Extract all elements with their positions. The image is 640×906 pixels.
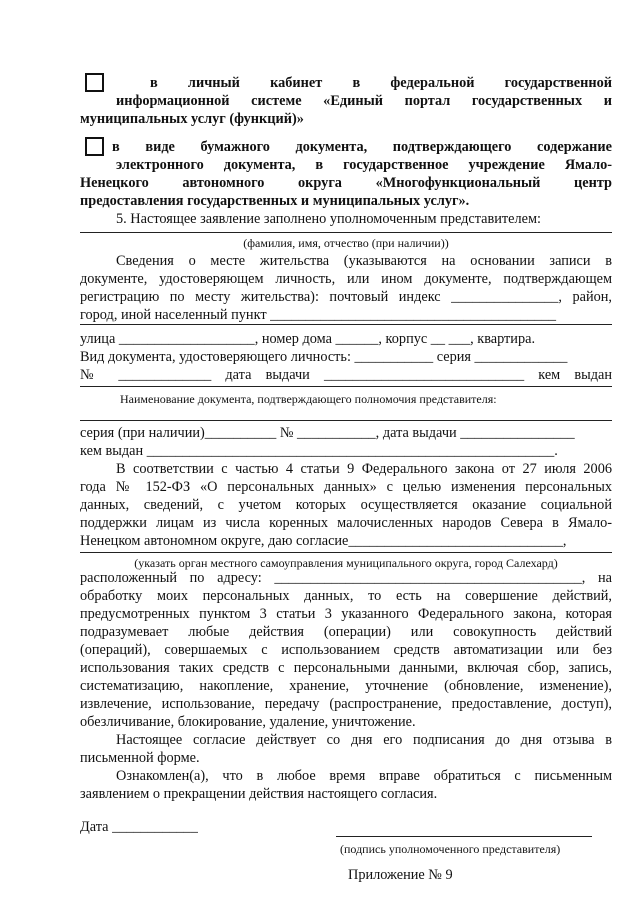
option2-line-1: в виде бумажного документа, подтверждающего содержание <box>112 139 612 155</box>
checkbox-paper-document[interactable] <box>85 137 104 156</box>
id-number-line: № _____________ дата выдачи ____________________________ кем выдан <box>80 367 612 383</box>
acknowledged-line-1: Ознакомлен(а), что в любое время вправе обратиться с письменным <box>116 768 612 784</box>
id-document-line: Вид документа, удостоверяющего личность: ___________ серия _____________ <box>80 349 568 365</box>
validity-line-2: письменной форме. <box>80 750 200 766</box>
date-label: Дата ____________ <box>80 819 198 835</box>
option1-line-3: муниципальных услуг (функций)» <box>80 111 304 127</box>
processing-line-3: предусмотренных пунктом 3 статьи 3 указанного Федерального закона, которая <box>80 606 612 622</box>
option2-line-3: Ненецкого автономного округа «Многофункциональный центр <box>80 175 612 191</box>
processing-line-9: обезличивание, блокирование, удаление, уничтожение. <box>80 714 416 730</box>
option1-line-1: в личный кабинет в федеральной государственной <box>150 75 612 91</box>
org-blank-line[interactable] <box>80 552 612 553</box>
appendix-label: Приложение № 9 <box>348 867 453 883</box>
processing-line-6: использования таких средств с персональными данными, включая сбор, запись, <box>80 660 612 676</box>
option1-line-2: информационной системе «Единый портал государственных и <box>116 93 612 109</box>
processing-line-1: расположенный по адресу: ___________________________________________, на <box>80 570 612 586</box>
residence-line-2: документе, удостоверяющем личность, или ином документе, подтверждающем <box>80 271 612 287</box>
authority-issued-line: кем выдан _________________________________________________________. <box>80 443 558 459</box>
caption-authority-document: Наименование документа, подтверждающего полномочия представителя: <box>120 392 497 406</box>
consent-line-1: В соответствии с частью 4 статьи 9 Федерального закона от 27 июля 2006 <box>116 461 612 477</box>
processing-line-4: подразумевает любые действия (операции) или совокупность действий <box>80 624 612 640</box>
authority-series-line: серия (при наличии)__________ № ___________, дата выдачи ________________ <box>80 425 575 441</box>
consent-line-2: года № 152-ФЗ «О персональных данных» с целью изменения персональных <box>80 479 612 495</box>
issued-by-blank-line[interactable] <box>80 386 612 387</box>
option2-line-2: электронного документа, в государственное учреждение Ямало- <box>116 157 612 173</box>
residence-line-1: Сведения о месте жительства (указываются на основании записи в <box>116 253 612 269</box>
option2-line-4: предоставления государственных и муниципальных услуг». <box>80 193 470 209</box>
consent-line-5: Ненецком автономном округе, даю согласие______________________________, <box>80 533 567 549</box>
acknowledged-line-2: заявлением о прекращении действия настоящего согласия. <box>80 786 438 802</box>
consent-line-3: данных, сведений, с учетом которых осуществляется оказание социальной <box>80 497 612 513</box>
processing-line-5: (операций), совершаемых с использованием средств автоматизации или без <box>80 642 612 658</box>
authority-doc-blank-line[interactable] <box>80 420 612 421</box>
signature-line[interactable] <box>336 836 592 837</box>
item5-text: 5. Настоящее заявление заполнено уполномоченным представителем: <box>116 211 542 227</box>
residence-blank-line[interactable] <box>80 324 612 325</box>
checkbox-personal-account[interactable] <box>85 73 104 92</box>
processing-line-2: обработку моих персональных данных, то есть на совершение действий, <box>80 588 612 604</box>
address-line: улица ___________________, номер дома ______, корпус __ ___, квартира. <box>80 331 536 347</box>
residence-line-4: город, иной населенный пункт ________________________________________ <box>80 307 557 323</box>
caption-org: (указать орган местного самоуправления муниципального округа, город Салехард) <box>134 556 558 570</box>
validity-line-1: Настоящее согласие действует со дня его подписания до дня отзыва в <box>116 732 612 748</box>
consent-line-4: поддержки лицам из числа коренных малочисленных народов Севера в Ямало- <box>80 515 612 531</box>
processing-line-8: извлечение, использование, передачу (распространение, предоставление, доступ), <box>80 696 612 712</box>
residence-line-3: регистрацию по месту жительства): почтовый индекс _______________, район, <box>80 289 612 305</box>
caption-signature: (подпись уполномоченного представителя) <box>340 842 561 856</box>
processing-line-7: систематизацию, накопление, хранение, уточнение (обновление, изменение), <box>80 678 612 694</box>
representative-name-line[interactable] <box>80 232 612 233</box>
caption-fio: (фамилия, имя, отчество (при наличии)) <box>243 236 449 250</box>
